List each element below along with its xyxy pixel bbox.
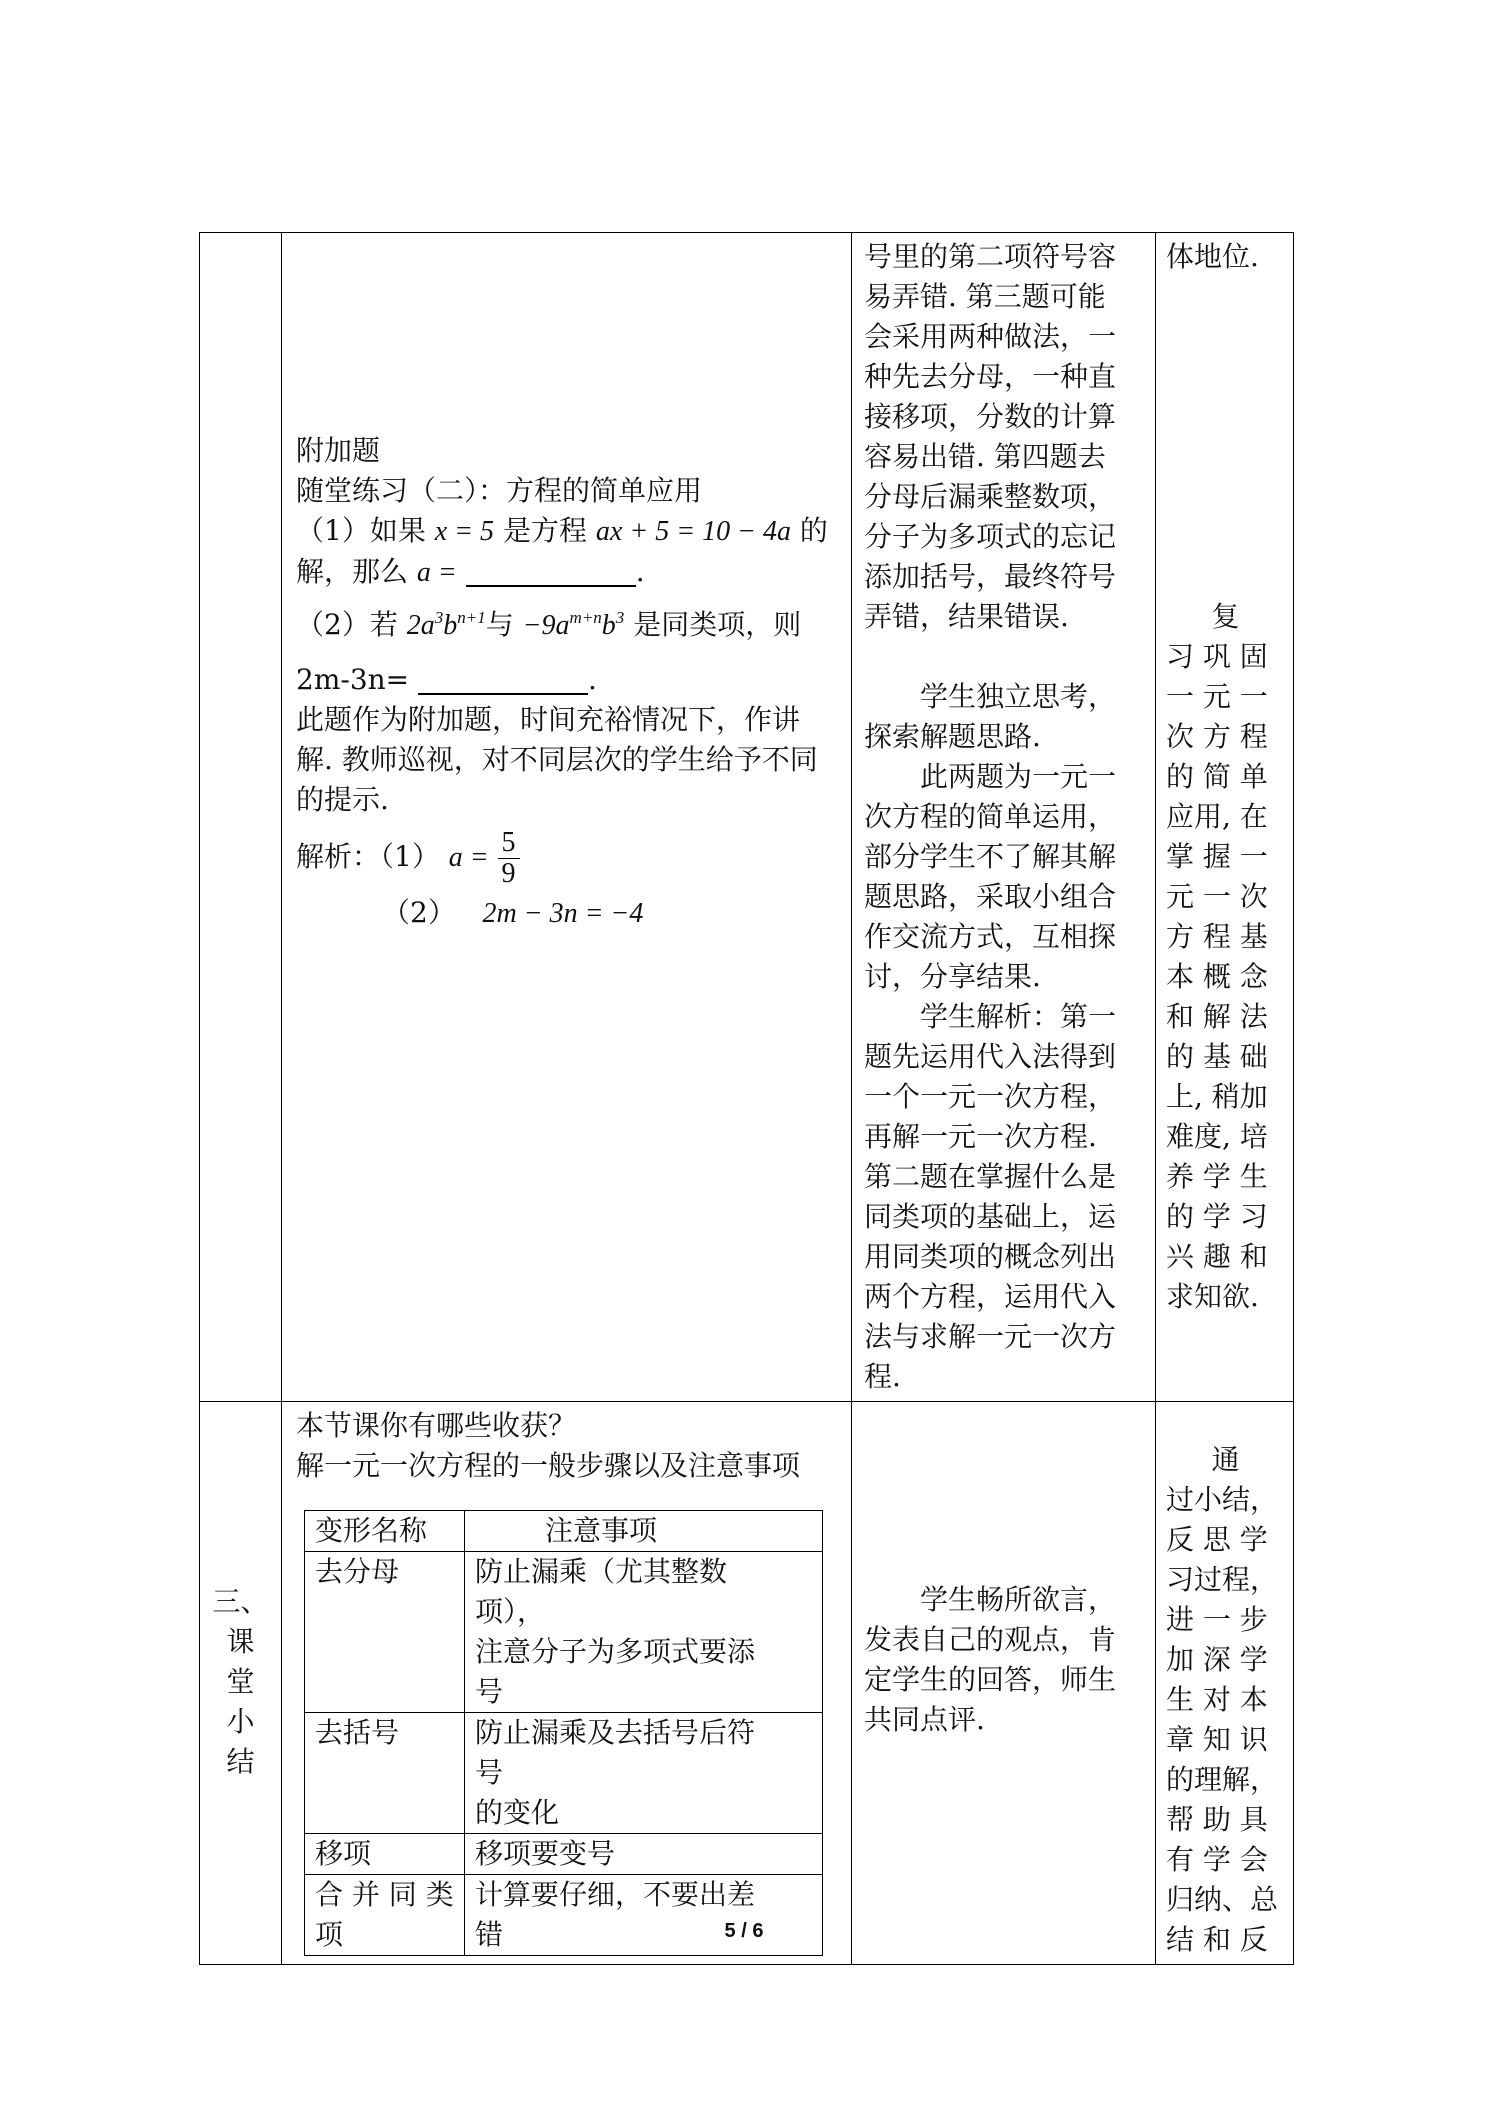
summary-intent-line: 章 知 识: [1166, 1723, 1268, 1756]
summary-intent-line: 归纳、总: [1166, 1883, 1279, 1916]
lesson-table: [199, 232, 1294, 1965]
student-activity-line: 弄错，结果错误.: [864, 600, 1069, 633]
teaching-note-line1: 此题作为附加题，时间充裕情况下，作讲: [296, 703, 801, 736]
design-intent-line: 一 元 一: [1166, 680, 1268, 713]
summary-intent-line: 生 对 本: [1166, 1683, 1268, 1716]
stage-label-line: 课: [226, 1625, 255, 1658]
step-name-cell: [305, 1713, 465, 1834]
student-activity-cell: [852, 233, 1156, 1402]
question-1-line1: （1）如果 x = 5 是方程 ax + 5 = 10 − 4a 的: [296, 514, 828, 547]
answer-blank-1: [466, 557, 636, 587]
student-activity-line: 一个一元一次方程，: [864, 1080, 1117, 1113]
answer-blank-2: [418, 665, 588, 695]
step-notes-cell: [465, 1713, 823, 1834]
summary-student-line: 学生畅所欲言，: [920, 1583, 1117, 1616]
student-activity-line: 程.: [864, 1360, 901, 1393]
design-intent-line: 习 巩 固: [1166, 640, 1268, 673]
step-notes-cell: [465, 1875, 823, 1956]
exercise-subtitle: 随堂练习（二）：方程的简单应用: [296, 474, 703, 507]
step-note: 号: [475, 1675, 504, 1708]
student-activity-line: 探索解题思路.: [864, 720, 1041, 753]
student-activity-line: 讨，分享结果.: [864, 960, 1041, 993]
student-activity-line: 用同类项的概念列出: [864, 1240, 1117, 1273]
design-intent-line: 次 方 程: [1166, 720, 1268, 753]
step-name: 移项: [315, 1837, 372, 1870]
answer-fraction: $\frac{5}{9}$: [498, 828, 520, 889]
summary-intent-line: 加 深 学: [1166, 1643, 1268, 1676]
student-activity-line: 容易出错. 第四题去: [864, 440, 1106, 473]
summary-steps-title: 解一元一次方程的一般步骤以及注意事项: [296, 1449, 801, 1482]
answer-2: （2） 2m − 3n = −4: [382, 896, 644, 929]
design-intent-line: 养 学 生: [1166, 1160, 1268, 1193]
steps-table-row: [305, 1713, 823, 1834]
step-note: 的变化: [475, 1796, 560, 1829]
design-intent-line: 的 基 础: [1166, 1040, 1268, 1073]
stage-label-line: 小: [226, 1705, 255, 1738]
teaching-note-line2: 解. 教师巡视，对不同层次的学生给予不同: [296, 743, 818, 776]
header-notes: 注意事项: [465, 1511, 823, 1552]
design-intent-line: 本 概 念: [1166, 960, 1268, 993]
design-intent-text: [1166, 597, 1285, 1317]
summary-intent-line: 过小结，: [1166, 1483, 1279, 1516]
student-activity-line: 法与求解一元一次方: [864, 1320, 1117, 1353]
question-2-line1: （2）若 $2a^3b^{n+1}$与 $-9a^{m+n}b^3$ 是同类项，则: [296, 608, 802, 641]
student-activity-line: 易弄错. 第三题可能: [864, 280, 1106, 313]
student-activity-line: 题先运用代入法得到: [864, 1040, 1117, 1073]
design-intent-line: 难度, 培: [1166, 1120, 1268, 1153]
activity-cell: [282, 233, 852, 1402]
design-intent-line: 方 程 基: [1166, 920, 1268, 953]
design-intent-line: 应用, 在: [1166, 800, 1268, 833]
teaching-note-line3: 的提示.: [296, 783, 389, 816]
step-notes-cell: [465, 1834, 823, 1875]
student-activity-line: 分母后漏乘整数项，: [864, 480, 1117, 513]
summary-intent-line: 结 和 反: [1166, 1923, 1268, 1956]
steps-table-row: [305, 1834, 823, 1875]
student-activity-line: 两个方程，运用代入: [864, 1280, 1117, 1313]
student-activity-line: 种先去分母，一种直: [864, 360, 1117, 393]
stage-cell-empty: [200, 233, 282, 1402]
summary-intent-line: 有 学 会: [1166, 1843, 1268, 1876]
q2-term-2: $-9a^{m+n}b^3$: [522, 608, 625, 641]
summary-question: 本节课你有哪些收获？: [296, 1409, 577, 1442]
stage-label-line: 三、: [212, 1585, 269, 1618]
table-row-summary: [200, 1402, 1294, 1965]
summary-intent-line: 进 一 步: [1166, 1603, 1268, 1636]
header-step-name: 变形名称: [305, 1511, 465, 1552]
step-note: 错: [475, 1918, 504, 1951]
summary-student-text: [852, 1402, 1155, 1744]
design-intent-line: 求知欲.: [1166, 1280, 1259, 1313]
student-activity-text: [852, 233, 1155, 1401]
answer-1: 解析：（1） a = $\frac{5}{9}$: [296, 828, 837, 889]
summary-intent-line: 通: [1211, 1443, 1240, 1476]
steps-table-row: [305, 1552, 823, 1713]
student-activity-line: 学生解析：第一: [920, 1000, 1117, 1033]
step-name-cell: [305, 1875, 465, 1956]
summary-intent-line: 帮 助 具: [1166, 1803, 1268, 1836]
design-intent-cell: [1156, 233, 1294, 1402]
stage-cell-summary: [200, 1402, 282, 1965]
student-activity-line: 次方程的简单运用，: [864, 800, 1117, 833]
page-number: 5 / 6: [724, 1920, 764, 1942]
student-activity-line: 分子为多项式的忘记: [864, 520, 1117, 553]
student-activity-line: 再解一元一次方程.: [864, 1120, 1097, 1153]
step-name: 合 并 同 类: [315, 1878, 454, 1911]
stage-label-line: 堂: [226, 1665, 255, 1698]
design-intent-line: 元 一 次: [1166, 880, 1268, 913]
summary-intent-line: 的理解，: [1166, 1763, 1279, 1796]
stage-label: [200, 1402, 281, 1782]
step-name-cell: [305, 1552, 465, 1713]
student-activity-line: 作交流方式，互相探: [864, 920, 1117, 953]
question-1-line2: 解，那么 a = .: [296, 555, 645, 588]
step-notes-cell: [465, 1552, 823, 1713]
steps-table: [304, 1510, 823, 1956]
step-note: 注意分子为多项式要添: [475, 1635, 756, 1668]
student-activity-line: 号里的第二项符号容: [864, 240, 1117, 273]
design-intent-line: 和 解 法: [1166, 1000, 1268, 1033]
extra-title: 附加题: [296, 434, 381, 467]
question-2-line2: 2m-3n= .: [296, 663, 597, 696]
step-note: 项），: [475, 1595, 546, 1628]
student-activity-line: 添加括号，最终符号: [864, 560, 1117, 593]
q2-term-1: $2a^3b^{n+1}$: [406, 608, 486, 641]
summary-intent-line: 反 思 学: [1166, 1523, 1268, 1556]
step-note: 计算要仔细，不要出差: [475, 1878, 756, 1911]
steps-table-header: [305, 1511, 823, 1552]
summary-student-line: 发表自己的观点，肯: [864, 1623, 1117, 1656]
summary-student-cell: [852, 1402, 1156, 1965]
student-activity-line: 此两题为一元一: [920, 760, 1117, 793]
design-intent-line: 复: [1211, 600, 1240, 633]
step-name: 项: [315, 1918, 344, 1951]
summary-student-line: 定学生的回答，师生: [864, 1663, 1117, 1696]
design-intent-line: 上, 稍加: [1166, 1080, 1268, 1113]
summary-intent-cell: [1156, 1402, 1294, 1965]
student-activity-line: 部分学生不了解其解: [864, 840, 1117, 873]
summary-student-line: 共同点评.: [864, 1703, 985, 1736]
step-note: 防止漏乘（尤其整数: [475, 1555, 728, 1588]
stage-label-line: 结: [226, 1745, 255, 1778]
student-activity-line: 接移项，分数的计算: [864, 400, 1117, 433]
table-row-exercise: [200, 233, 1294, 1402]
step-note: 号: [475, 1756, 504, 1789]
step-name: 去括号: [315, 1716, 400, 1749]
student-activity-line: [864, 637, 1143, 677]
student-activity-line: 会采用两种做法，一: [864, 320, 1117, 353]
student-activity-line: 同类项的基础上，运: [864, 1200, 1117, 1233]
student-activity-line: 题思路，采取小组合: [864, 880, 1117, 913]
q1-equation: ax + 5 = 10 − 4a: [595, 516, 792, 547]
steps-table-row: [305, 1875, 823, 1956]
design-intent-line: 掌 握 一: [1166, 840, 1268, 873]
design-intent-line: 兴 趣 和: [1166, 1240, 1268, 1273]
step-note: 防止漏乘及去括号后符: [475, 1716, 756, 1749]
design-intent-line: 的 学 习: [1166, 1200, 1268, 1233]
student-activity-line: 第二题在掌握什么是: [864, 1160, 1117, 1193]
step-name-cell: [305, 1834, 465, 1875]
step-name: 去分母: [315, 1555, 400, 1588]
step-note: 移项要变号: [475, 1837, 616, 1870]
student-activity-line: 学生独立思考，: [920, 680, 1117, 713]
design-intent-top: 体地位.: [1166, 240, 1259, 273]
summary-activity-cell: [282, 1402, 852, 1965]
summary-intent-line: 习过程，: [1166, 1563, 1279, 1596]
design-intent-line: 的 简 单: [1166, 760, 1268, 793]
q1-expr-x: x = 5: [434, 516, 495, 547]
summary-intent-text: [1156, 1402, 1293, 1964]
